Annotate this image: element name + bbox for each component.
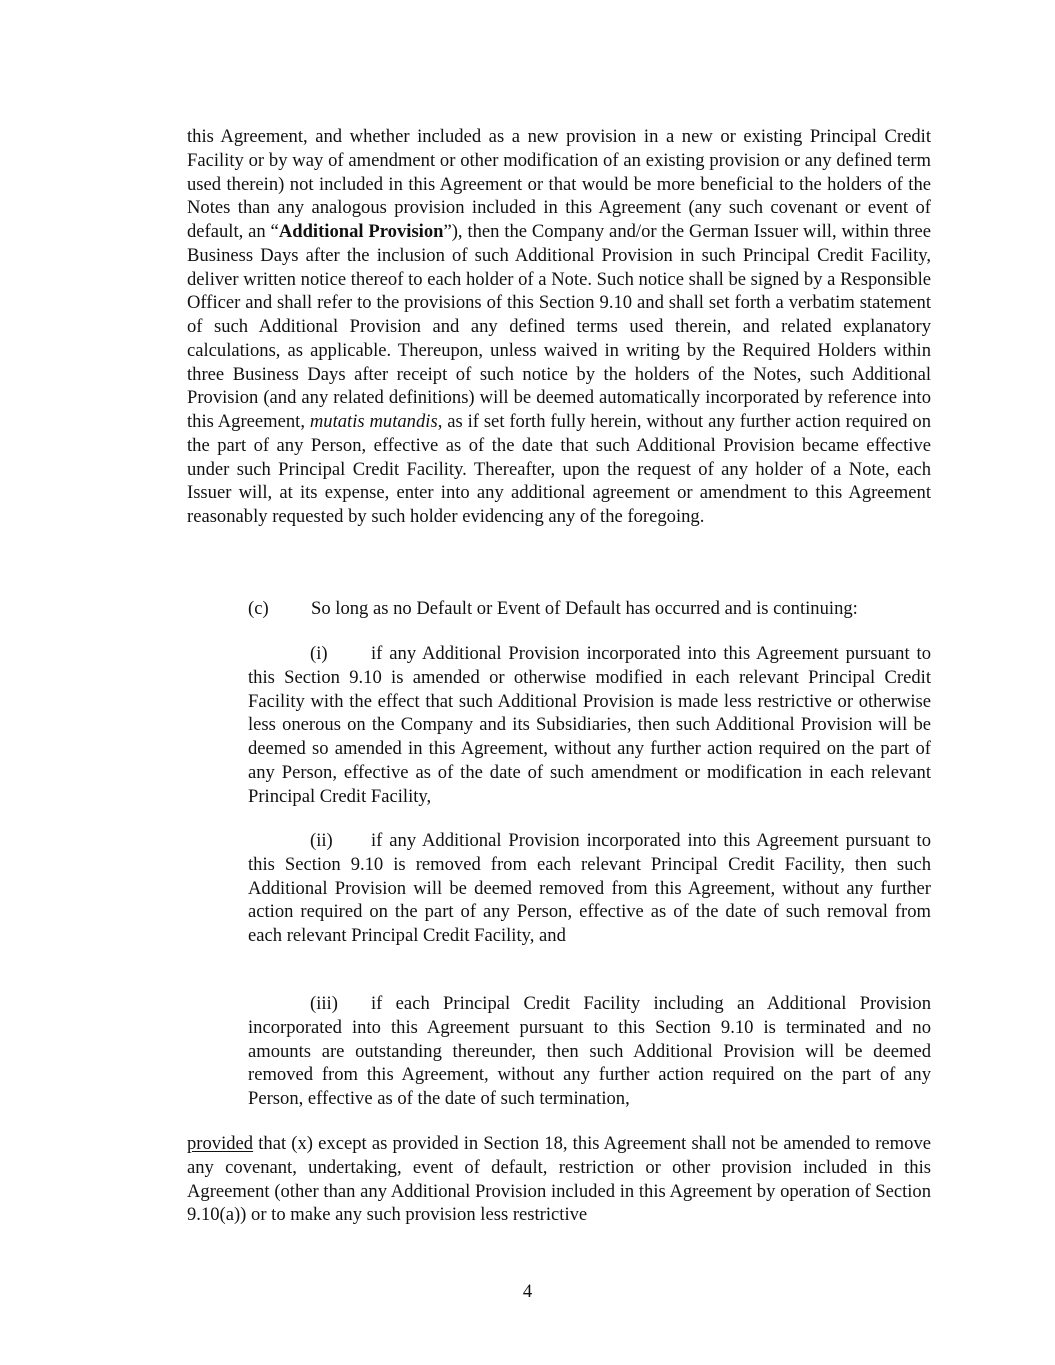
proviso-text: that (x) except as provided in Section 18, this Agreement shall not be amended to remove any covenant, undertaking, event of default, restriction or other provision included in this Agreement (other than any Additional Provision included in this Agreement by operation of Section 9.10(a)) or to make any such provision less restrictive bbox=[187, 1133, 931, 1226]
subclause-iii-label: (iii) bbox=[310, 993, 338, 1014]
italic-term: mutatis mutandis bbox=[309, 411, 438, 432]
subclause-ii-text: if any Additional Provision incorporated into this Agreement pursuant to this Section 9.10 is removed from each relevant Principal Credit Facility, then such Additional Provision will be deemed removed from this Agreement, without any further action required on the part of any Person, effective as of the date of such removal from each relevant Principal Credit Facility, and bbox=[248, 830, 931, 946]
subclause-ii bbox=[248, 829, 931, 948]
proviso-keyword: provided bbox=[187, 1133, 254, 1154]
subclause-iii bbox=[248, 992, 931, 1111]
proviso-paragraph bbox=[187, 1132, 931, 1227]
subclause-i bbox=[248, 642, 931, 808]
clause-c-text: So long as no Default or Event of Default has occurred and is continuing: bbox=[311, 598, 858, 619]
paragraph-text: , as if set forth fully herein, without any further action required on the part of any Person, effective as of the date that such Additional Provision became effective under such Principal Credit Facility. Thereafter, upon the request of any holder of a Note, each Issuer will, at its expense, enter into any additional agreement or amendment to this Agreement reasonably requested by such holder evidencing any of the foregoing. bbox=[187, 411, 931, 527]
subclause-i-text: if any Additional Provision incorporated into this Agreement pursuant to this Section 9.10 is amended or otherwise modified in each relevant Principal Credit Facility with the effect that such Additional Provision is made less restrictive or otherwise less onerous on the Company and its Subsidiaries, then such Additional Provision will be deemed so amended in this Agreement, without any further action required on the part of any Person, effective as of the date of such amendment or modification in each relevant Principal Credit Facility, bbox=[248, 643, 931, 807]
subclause-ii-label: (ii) bbox=[310, 830, 333, 851]
clause-c bbox=[248, 597, 948, 621]
paragraph-additional-provision-notice bbox=[187, 125, 931, 529]
clause-c-label: (c) bbox=[248, 598, 269, 619]
paragraph-text: this Agreement, and whether included as a new provision in a new or existing Principal Credit Facility or by way of amendment or other modification of an existing provision or any defined term used therein) not included in this Agreement or that would be more beneficial to the holders of the Notes than any analogous provision included in this Agreement (any such covenant or event of default, an “ bbox=[187, 126, 931, 242]
subclause-iii-text: if each Principal Credit Facility including an Additional Provision incorporated into this Agreement pursuant to this Section 9.10 is terminated and no amounts are outstanding thereunder, then such Additional Provision will be deemed removed from this Agreement, without any further action required on the part of any Person, effective as of the date of such termination, bbox=[248, 993, 931, 1109]
paragraph-text: ”), then the Company and/or the German Issuer will, within three Business Days after the inclusion of such Additional Provision in such Principal Credit Facility, deliver written notice thereof to each holder of a Note. Such notice shall be signed by a Responsible Officer and shall refer to the provisions of this Section 9.10 and shall set forth a verbatim statement of such Additional Provision and any defined terms used therein, and related explanatory calculations, as applicable. Thereupon, unless waived in writing by the Required Holders within three Business Days after receipt of such notice by the holders of the Notes, such Additional Provision (and any related definitions) will be deemed automatically incorporated by reference into this Agreement, bbox=[187, 221, 931, 432]
page-number: 4 bbox=[522, 1281, 533, 1302]
subclause-i-label: (i) bbox=[310, 643, 328, 664]
defined-term-additional-provision: Additional Provision bbox=[278, 221, 444, 242]
